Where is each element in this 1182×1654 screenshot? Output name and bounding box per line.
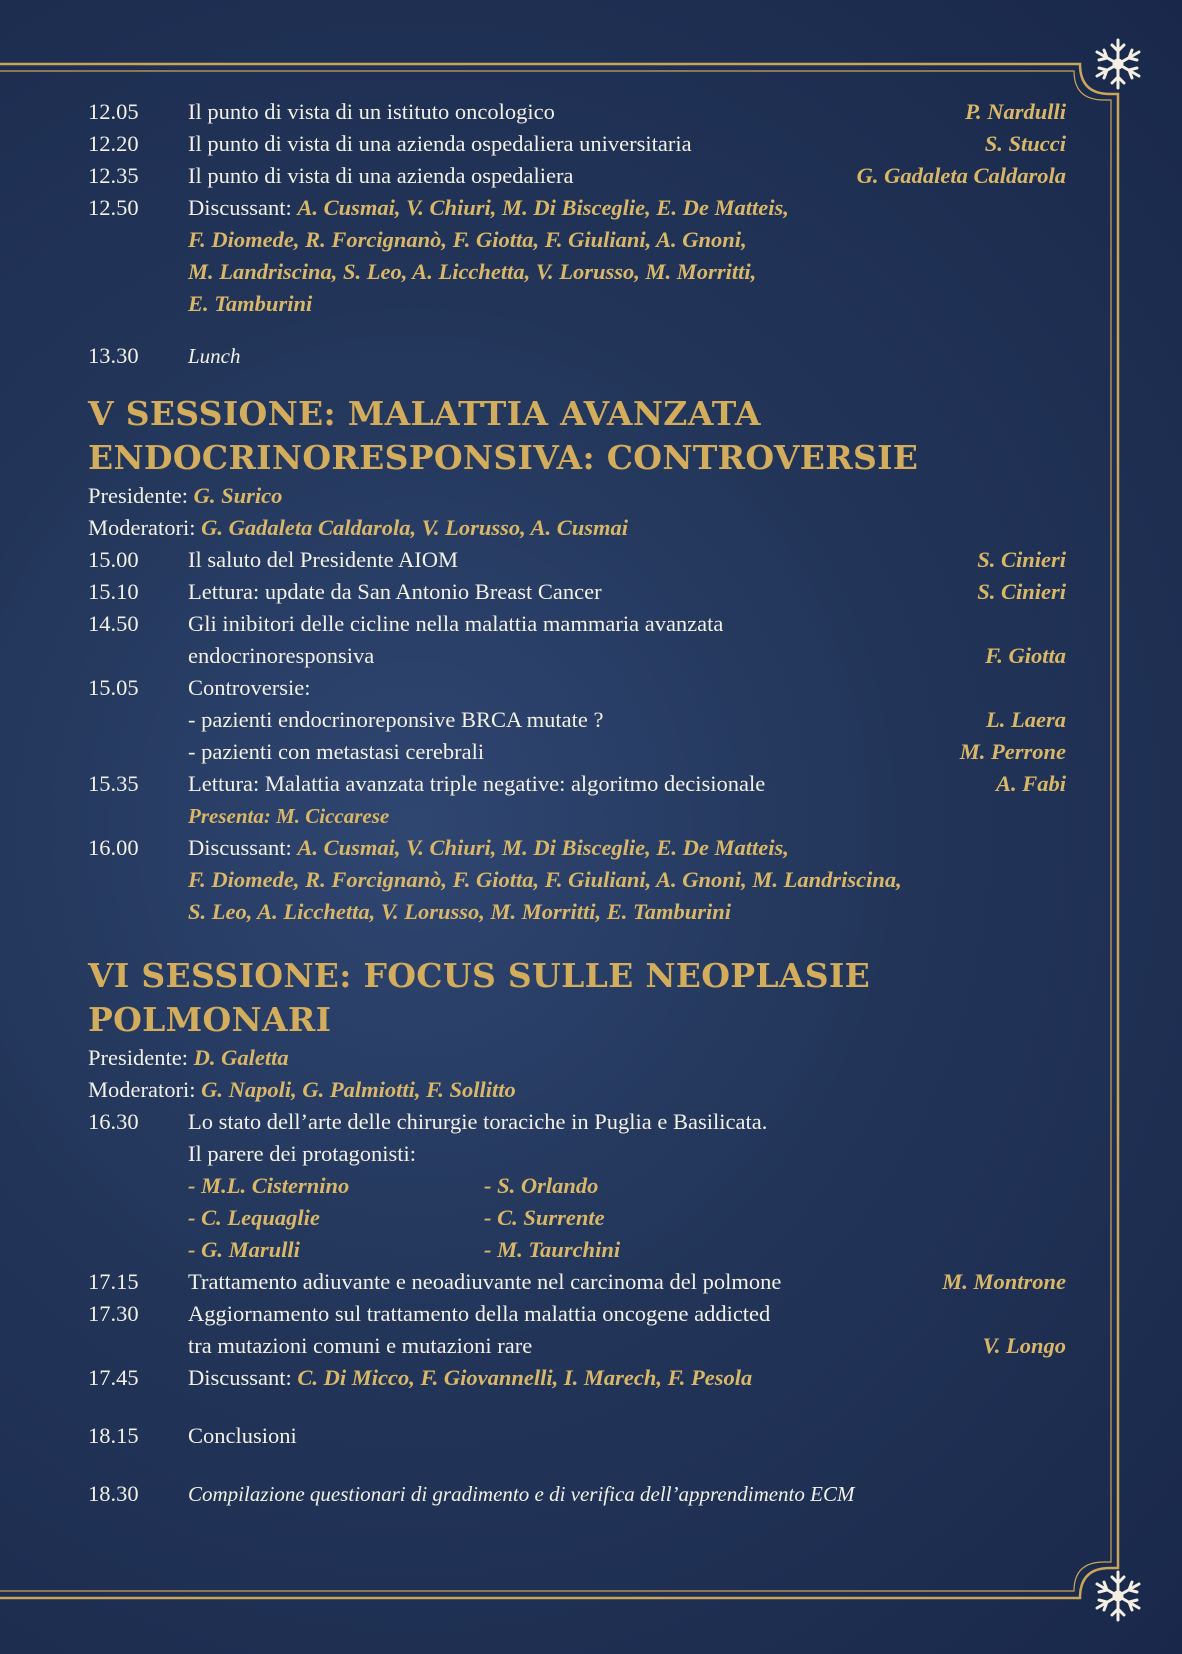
session-moderators (88, 512, 1066, 544)
discussant-names: E. Tamburini (188, 291, 313, 316)
talk-title: Il punto di vista di una azienda ospedaliera universitaria (188, 131, 692, 156)
panelist: - M. Taurchini (484, 1237, 621, 1262)
closing-row (88, 1478, 1066, 1510)
time: 12.05 (88, 99, 139, 124)
talk-title: Il parere dei protagonisti: (188, 1141, 417, 1166)
talk-title: Aggiornamento sul trattamento della malattia oncogene addicted (188, 1301, 771, 1326)
time: 15.05 (88, 675, 139, 700)
presenta-label: Presenta: (188, 804, 271, 828)
discussant-label: Discussant: (188, 1365, 292, 1390)
moderators-names: G. Gadaleta Caldarola, V. Lorusso, A. Cusmai (201, 515, 629, 540)
snowflake-icon (1097, 40, 1139, 88)
speaker: M. Perrone (959, 739, 1066, 764)
president-label: Presidente: (88, 1045, 188, 1070)
speaker: S. Stucci (984, 131, 1066, 156)
talk-title: Controversie: (188, 675, 311, 700)
president-label: Presidente: (88, 483, 188, 508)
session-title-line: ENDOCRINORESPONSIVA: CONTROVERSIE (88, 438, 919, 477)
talk-title: endocrinoresponsiva (188, 643, 375, 668)
program-row (88, 1298, 1066, 1362)
program-content (88, 96, 1066, 1510)
program-row (88, 96, 1066, 128)
session-moderators (88, 1074, 1066, 1106)
discussant-names: F. Diomede, R. Forcignanò, F. Giotta, F. Giuliani, A. Gnoni, M. Landriscina, (188, 867, 902, 892)
speaker: P. Nardulli (965, 99, 1066, 124)
discussant-row (88, 192, 1066, 320)
panelist: - C. Lequaglie (188, 1205, 320, 1230)
moderators-label: Moderatori: (88, 515, 196, 540)
talk-title: Gli inibitori delle cicline nella malattia mammaria avanzata (188, 611, 724, 636)
talk-title: Lo stato dell’arte delle chirurgie toraciche in Puglia e Basilicata. (188, 1109, 768, 1134)
president-name: G. Surico (193, 483, 283, 508)
panelist: - S. Orlando (484, 1173, 599, 1198)
time: 12.20 (88, 131, 139, 156)
time: 18.30 (88, 1481, 139, 1506)
discussant-row (88, 832, 1066, 928)
discussant-names: F. Diomede, R. Forcignanò, F. Giotta, F. Giuliani, A. Gnoni, (188, 227, 747, 252)
time: 13.30 (88, 343, 139, 368)
moderators-label: Moderatori: (88, 1077, 196, 1102)
sub-topic: - pazienti con metastasi cerebrali (188, 739, 485, 764)
program-row (88, 608, 1066, 672)
sub-topic: - pazienti endocrinoreponsive BRCA mutate ? (188, 707, 604, 732)
time: 14.50 (88, 611, 139, 636)
snowflake-icon (1097, 1572, 1139, 1620)
discussant-names: M. Landriscina, S. Leo, A. Licchetta, V. Lorusso, M. Morritti, (188, 259, 757, 284)
time: 16.00 (88, 835, 139, 860)
lunch-label: Lunch (188, 344, 241, 368)
time: 17.15 (88, 1269, 139, 1294)
time: 12.50 (88, 195, 139, 220)
closing-text: Compilazione questionari di gradimento e di verifica dell’apprendimento ECM (188, 1482, 855, 1506)
discussant-names: S. Leo, A. Licchetta, V. Lorusso, M. Morritti, E. Tamburini (188, 899, 732, 924)
session-title-line: VI SESSIONE: FOCUS SULLE NEOPLASIE (88, 956, 871, 995)
talk-title: Lettura: update da San Antonio Breast Cancer (188, 579, 602, 604)
talk-title: Trattamento adiuvante e neoadiuvante nel carcinoma del polmone (188, 1269, 782, 1294)
lunch-row (88, 340, 1066, 372)
session-president (88, 480, 1066, 512)
program-row (88, 768, 1066, 832)
speaker: F. Giotta (985, 643, 1066, 668)
discussant-names: A. Cusmai, V. Chiuri, M. Di Bisceglie, E. De Matteis, (297, 195, 789, 220)
panelist: - M.L. Cisternino (188, 1173, 350, 1198)
program-row (88, 672, 1066, 768)
time: 15.35 (88, 771, 139, 796)
discussant-names: A. Cusmai, V. Chiuri, M. Di Bisceglie, E. De Matteis, (297, 835, 789, 860)
discussant-label: Discussant: (188, 195, 292, 220)
session-title (88, 954, 1066, 1042)
session-title-line: POLMONARI (88, 1000, 332, 1039)
time: 17.30 (88, 1301, 139, 1326)
talk-title: Il punto di vista di un istituto oncologico (188, 99, 555, 124)
speaker: S. Cinieri (977, 579, 1066, 604)
speaker: G. Gadaleta Caldarola (856, 163, 1066, 188)
program-row (88, 160, 1066, 192)
speaker: V. Longo (982, 1333, 1066, 1358)
session-title (88, 392, 1066, 480)
time: 17.45 (88, 1365, 139, 1390)
moderators-names: G. Napoli, G. Palmiotti, F. Sollitto (201, 1077, 516, 1102)
closing-text: Conclusioni (188, 1423, 297, 1448)
discussant-row (88, 1362, 1066, 1394)
program-row (88, 128, 1066, 160)
time: 15.00 (88, 547, 139, 572)
presenta-name: M. Ciccarese (276, 804, 390, 828)
panelist: - C. Surrente (484, 1205, 605, 1230)
time: 16.30 (88, 1109, 139, 1134)
talk-title: Il saluto del Presidente AIOM (188, 547, 458, 572)
time: 12.35 (88, 163, 139, 188)
discussant-label: Discussant: (188, 835, 292, 860)
time: 18.15 (88, 1423, 139, 1448)
discussant-names: C. Di Micco, F. Giovannelli, I. Marech, F. Pesola (297, 1365, 753, 1390)
talk-title: tra mutazioni comuni e mutazioni rare (188, 1333, 533, 1358)
speaker: L. Laera (986, 707, 1066, 732)
program-row (88, 1106, 1066, 1266)
session-title-line: V SESSIONE: MALATTIA AVANZATA (88, 394, 761, 433)
closing-row (88, 1420, 1066, 1452)
session-president (88, 1042, 1066, 1074)
time: 15.10 (88, 579, 139, 604)
program-row (88, 576, 1066, 608)
program-row (88, 1266, 1066, 1298)
talk-title: Lettura: Malattia avanzata triple negative: algoritmo decisionale (188, 771, 766, 796)
program-row (88, 544, 1066, 576)
speaker: M. Montrone (942, 1269, 1066, 1294)
panelist: - G. Marulli (188, 1237, 300, 1262)
talk-title: Il punto di vista di una azienda ospedaliera (188, 163, 574, 188)
speaker: S. Cinieri (977, 547, 1066, 572)
speaker: A. Fabi (995, 771, 1066, 796)
president-name: D. Galetta (193, 1045, 289, 1070)
